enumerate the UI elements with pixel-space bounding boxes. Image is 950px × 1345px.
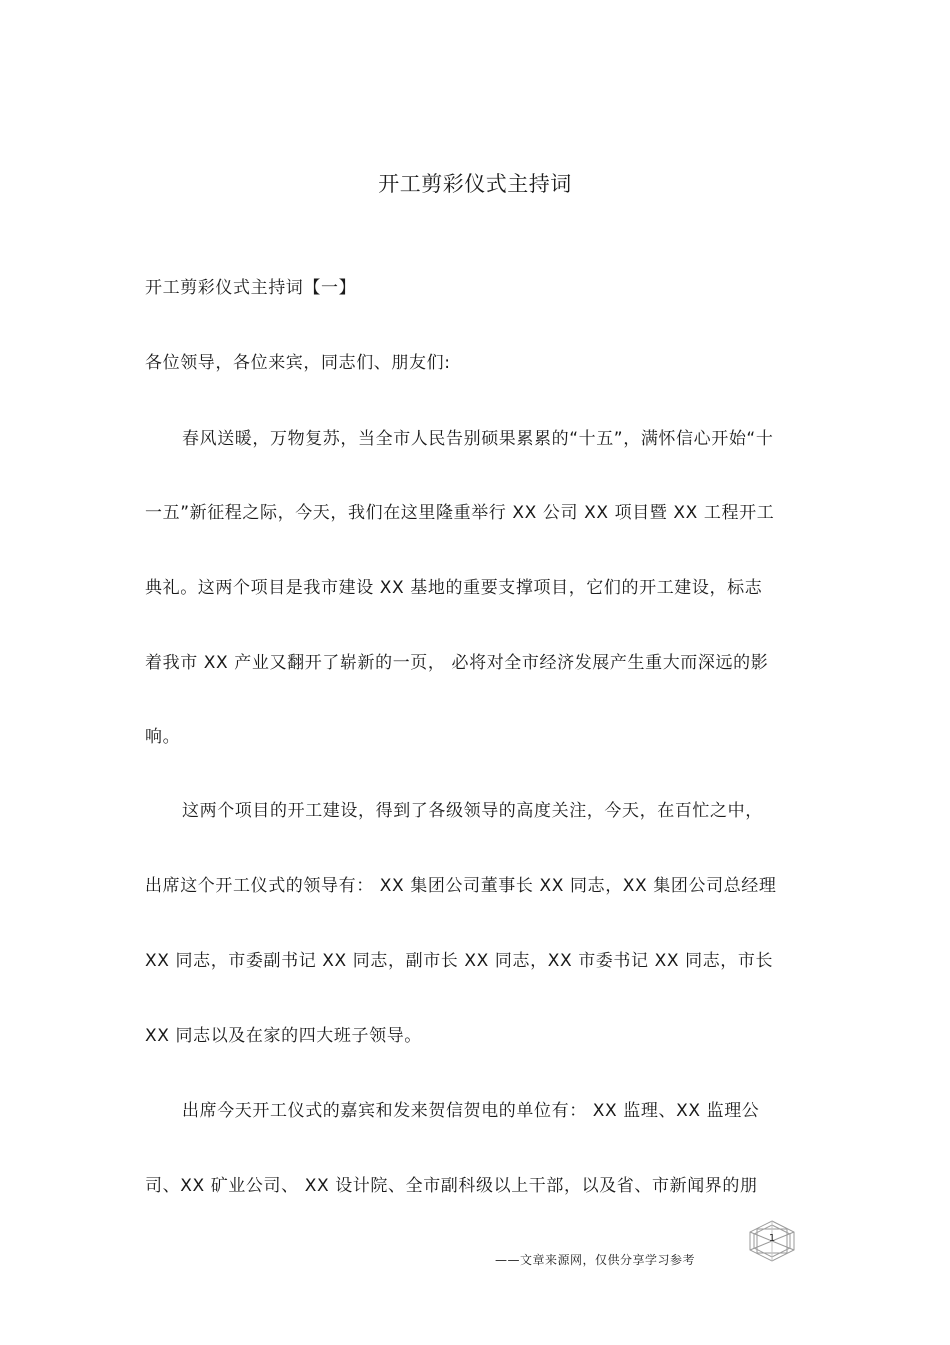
paragraph-line: 着我市 XX 产业又翻开了崭新的一页， 必将对全市经济发展产生重大而深远的影 [145,653,769,673]
section-heading: 开工剪彩仪式主持词【一】 [145,278,357,298]
paragraph-line: 司、XX 矿业公司、 XX 设计院、全市副科级以上干部，以及省、市新闻界的朋 [145,1176,758,1196]
page-number-badge [748,1220,796,1262]
page-number: 1 [768,1233,776,1244]
paragraph-line: XX 同志，市委副书记 XX 同志，副市长 XX 同志，XX 市委书记 XX 同志，市长 [145,951,774,971]
paragraph-line: 响。 [145,727,181,747]
paragraph-line: 出席这个开工仪式的领导有： XX 集团公司董事长 XX 同志，XX 集团公司总经理 [145,876,777,896]
paragraph-line: 典礼。这两个项目是我市建设 XX 基地的重要支撑项目，它们的开工建设，标志 [145,578,763,598]
paragraph-line: 出席今天开工仪式的嘉宾和发来贺信贺电的单位有： XX 监理、XX 监理公 [182,1101,760,1121]
paragraph-line: 这两个项目的开工建设，得到了各级领导的高度关注，今天，在百忙之中， [182,801,763,821]
footer-source-note: ——文章来源网，仅供分享学习参考 [495,1253,696,1267]
paragraph-line: XX 同志以及在家的四大班子领导。 [145,1026,422,1046]
salutation-line: 各位领导，各位来宾，同志们、朋友们: [145,353,451,373]
paragraph-line: 春风送暖，万物复苏，当全市人民告别硕果累累的“十五”，满怀信心开始“十 [182,429,774,449]
paragraph-line: 一五”新征程之际，今天，我们在这里隆重举行 XX 公司 XX 项目暨 XX 工程开工 [145,503,775,523]
document-title: 开工剪彩仪式主持词 [378,172,572,196]
